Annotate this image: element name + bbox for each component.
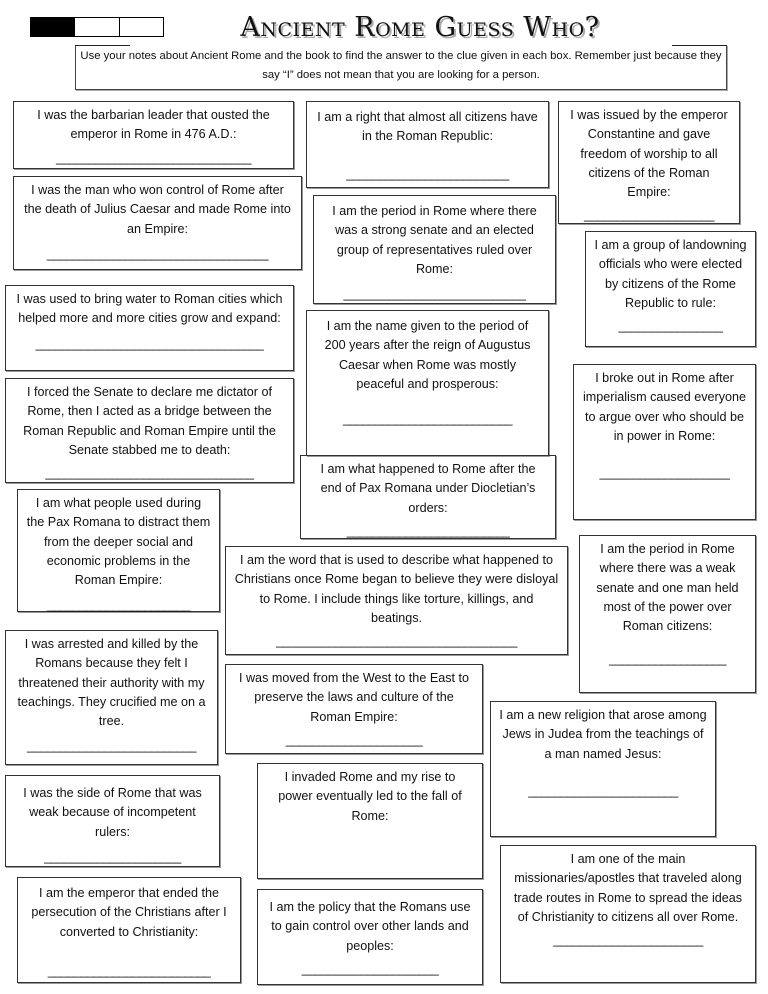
- clue-text: I was the man who won control of Rome after the death of Julius Caesar and made Rome into an Empire:: [24, 183, 291, 236]
- answer-blank[interactable]: _________________________: [346, 166, 509, 181]
- clue-text: I invaded Rome and my rise to power eventually led to the fall of Rome:: [278, 770, 462, 823]
- answer-blank[interactable]: ______________________________: [55, 150, 252, 165]
- clue-text: I am the period in Rome where there was a weak senate and one man held most of the power over Roman citizens:: [596, 542, 739, 634]
- clue-box: [13, 176, 302, 270]
- answer-blank[interactable]: ________________________________: [45, 466, 254, 481]
- clue-box: [5, 378, 294, 483]
- answer-blank[interactable]: ____________________: [583, 208, 715, 223]
- clue-box: [558, 101, 740, 224]
- answer-blank[interactable]: ___________________________________: [35, 336, 264, 351]
- answer-blank[interactable]: ______________________: [46, 598, 191, 613]
- clue-text: I forced the Senate to declare me dictator of Rome, then I acted as a bridge between the Roman Republic and Roman Empire until the Senate stabbed me to death:: [23, 385, 276, 457]
- clue-box: [257, 763, 483, 879]
- clue-text: I am a group of landowning officials who were elected by citizens of the Rome Republic to rule:: [594, 238, 747, 310]
- answer-blank[interactable]: _____________________: [44, 849, 181, 864]
- clue-box: [306, 310, 549, 456]
- clue-box: [13, 101, 294, 169]
- clue-box: [17, 877, 241, 983]
- clue-text: I was moved from the West to the East to preserve the laws and culture of the Roman Empire:: [238, 671, 470, 724]
- clue-text: I am the emperor that ended the persecution of the Christians after I converted to Christianity:: [31, 886, 227, 939]
- answer-blank[interactable]: _________________________: [47, 963, 211, 978]
- clue-box: [300, 455, 556, 539]
- clue-box: [490, 701, 716, 837]
- clue-text: I was the side of Rome that was weak because of incompetent rulers:: [23, 786, 202, 839]
- clue-text: I was arrested and killed by the Romans because they felt I threatened their authority with my teachings. They crucified me on a tree.: [17, 637, 206, 729]
- clue-box: [257, 889, 483, 985]
- answer-blank[interactable]: _____________________________________: [276, 634, 517, 649]
- answer-blank[interactable]: ____________________: [599, 466, 730, 481]
- answer-blank[interactable]: ____________________________: [343, 287, 526, 302]
- clue-box: [225, 546, 568, 655]
- answer-blank[interactable]: ________________: [618, 319, 723, 334]
- clue-box: [17, 489, 220, 612]
- answer-blank[interactable]: __________________________: [26, 739, 197, 754]
- clue-box: [573, 364, 756, 520]
- answer-blank[interactable]: _______________________: [553, 933, 703, 948]
- clue-text: I am a new religion that arose among Jews in Judea from the teachings of a man named Jesus:: [499, 708, 707, 761]
- clue-text: I am the word that is used to describe what happened to Christians once Rome began to believe they were disloyal to Rome. I include things like torture, killings, and beatings.: [234, 553, 559, 625]
- clue-text: I am the policy that the Romans use to gain control over other lands and peoples:: [269, 900, 471, 953]
- clue-text: I am one of the main missionaries/apostles that traveled along trade routes in Rome to spread the ideas of Christianity to citizens all over Rome.: [513, 852, 743, 924]
- answer-blank[interactable]: _____________________: [285, 732, 423, 747]
- answer-blank[interactable]: __________________________________: [46, 246, 269, 261]
- answer-blank[interactable]: _____________________: [301, 961, 439, 976]
- clue-box: [585, 231, 756, 347]
- answer-blank[interactable]: __________________: [608, 652, 727, 667]
- name-boxes: [30, 17, 164, 37]
- instructions: Use your notes about Ancient Rome and the book to find the answer to the clue given in each box. Remember just because they say “I” does not mean that you are looking for a person.: [75, 45, 727, 90]
- page-title: Ancient Rome Guess Who?: [240, 12, 600, 43]
- clue-text: I am the name given to the period of 200 years after the reign of Augustus Caesar when Rome was mostly peaceful and prosperous:: [324, 319, 531, 391]
- clue-box: [579, 535, 756, 693]
- clue-box: [313, 195, 556, 304]
- clue-box: [5, 285, 294, 371]
- clue-text: I am what happened to Rome after the end of Pax Romana under Diocletian’s orders:: [320, 462, 536, 515]
- clue-box: [500, 845, 756, 983]
- clue-text: I was the barbarian leader that ousted the emperor in Rome in 476 A.D.:: [37, 108, 270, 142]
- answer-blank[interactable]: __________________________: [342, 412, 513, 427]
- clue-box: [225, 664, 483, 754]
- clue-text: I was used to bring water to Roman cities which helped more and more cities grow and expand:: [16, 292, 283, 326]
- clue-text: I was issued by the emperor Constantine and gave freedom of worship to all citizens of the Roman Empire:: [570, 108, 728, 200]
- clue-box: [306, 101, 549, 188]
- clue-text: I am the period in Rome where there was a strong senate and an elected group of representatives ruled over Rome:: [332, 204, 537, 276]
- clue-box: [5, 630, 218, 765]
- clue-text: I broke out in Rome after imperialism caused everyone to argue over who should be in power in Rome:: [582, 371, 747, 443]
- clue-text: I am what people used during the Pax Romana to distract them from the deeper social and economic problems in the Roman Empire:: [26, 496, 211, 588]
- clue-box: [5, 775, 220, 867]
- answer-blank[interactable]: _________________________: [346, 523, 510, 538]
- clue-text: I am a right that almost all citizens have in the Roman Republic:: [317, 110, 538, 144]
- answer-blank[interactable]: _______________________: [528, 783, 678, 798]
